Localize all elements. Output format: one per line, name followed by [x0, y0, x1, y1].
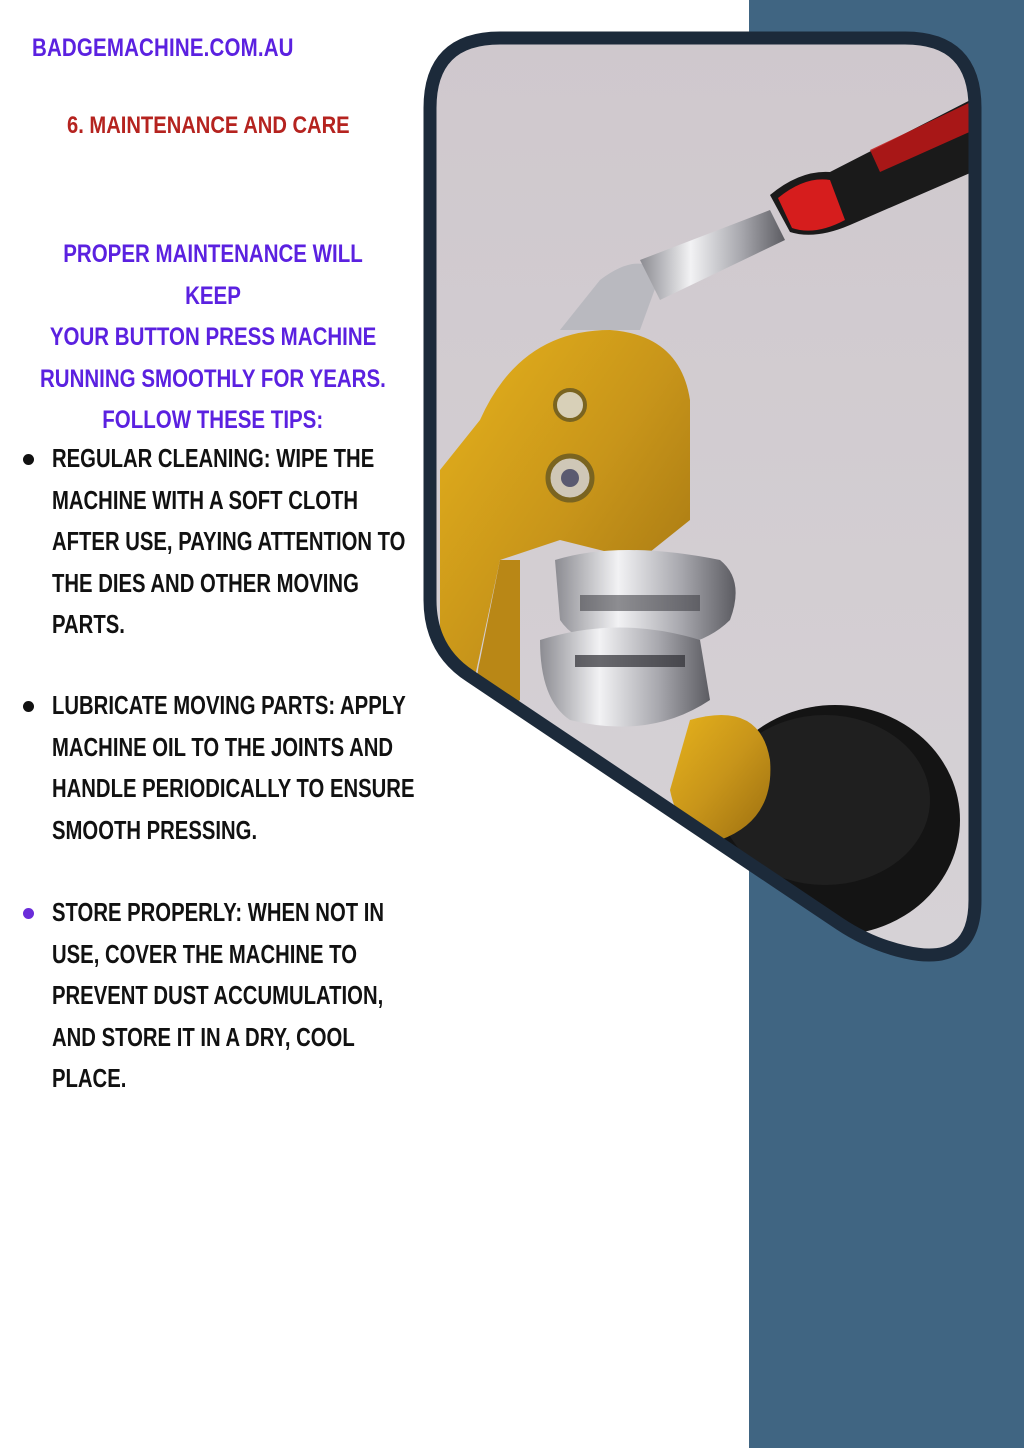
tip-line: SMOOTH PRESSING.: [52, 814, 258, 845]
intro-line: YOUR BUTTON PRESS MACHINE: [49, 323, 377, 351]
tip-line: PREVENT DUST ACCUMULATION,: [52, 980, 384, 1010]
intro-line: RUNNING SMOOTHLY FOR YEARS.: [40, 364, 386, 393]
tip-line: STORE PROPERLY: WHEN NOT IN: [52, 897, 385, 927]
tip-line: MACHINE OIL TO THE JOINTS AND: [52, 731, 394, 762]
tip-line: USE, COVER THE MACHINE TO: [52, 938, 357, 969]
tip-line: AND STORE IT IN A DRY, COOL: [52, 1021, 355, 1052]
intro-line: PROPER MAINTENANCE WILL KEEP: [63, 240, 363, 310]
tip-line: AFTER USE, PAYING ATTENTION TO: [52, 526, 406, 556]
tip-line: HANDLE PERIODICALLY TO ENSURE: [52, 773, 415, 803]
tip-line: THE DIES AND OTHER MOVING: [52, 567, 359, 598]
tip-line: PARTS.: [52, 609, 125, 639]
section-title: 6. MAINTENANCE AND CARE: [67, 112, 350, 139]
lower-die: [540, 628, 710, 727]
bolt-icon: [555, 390, 585, 420]
site-name: BADGEMACHINE.COM.AU: [32, 34, 294, 62]
tip-line: REGULAR CLEANING: WIPE THE: [52, 443, 375, 473]
tip-line: LUBRICATE MOVING PARTS: APPLY: [52, 690, 406, 720]
tip-line: MACHINE WITH A SOFT CLOTH: [52, 484, 359, 515]
machine-illustration: [420, 30, 1000, 970]
intro-line: FOLLOW THESE TIPS:: [102, 406, 324, 434]
tip-line: PLACE.: [52, 1063, 127, 1093]
